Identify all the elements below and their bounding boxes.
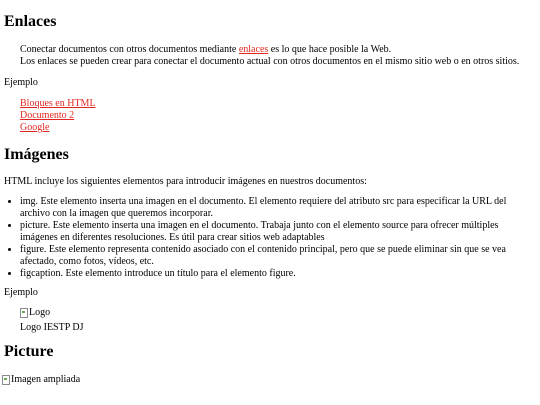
list-item-img: • img. Este elemento inserta una imagen en el documento. El elemento requiere del atributo src para especificar la URL del archivo con la imagen que queremos incorporar.: [20, 196, 540, 220]
enlaces-text-before-link: Conectar documentos con otros documentos mediante: [20, 44, 237, 55]
image-elements-list: [4, 196, 540, 280]
imagenes-intro: HTML incluye los siguientes elementos para introducir imágenes en nuestros documentos:: [4, 176, 367, 187]
logo-figcaption: Logo IESTP DJ: [20, 322, 84, 333]
enlaces-paragraph-line-2: Los enlaces se pueden crear para conectar el documento actual con otros documentos en el mismo sitio web o en otros sitios.: [20, 56, 520, 67]
enlaces-text-after-link: es lo que hace posible la Web.: [270, 44, 392, 55]
list-item-picture: • picture. Este elemento inserta una imagen en el documento. Trabaja junto con el elemento source para ofrecer múltiples imágenes en diferentes resoluciones. Es útil para crear sitios web adaptables: [20, 220, 540, 244]
enlaces-paragraph-line-1: [20, 44, 519, 56]
logo-figure: [20, 307, 84, 334]
logo-alt-text: Logo: [29, 307, 51, 318]
picture-image-placeholder: [2, 374, 80, 389]
link-google[interactable]: Google: [20, 122, 50, 133]
list-item-figcaption: • figcaption. Este elemento introduce un título para el elemento figure.: [20, 268, 540, 280]
imagenes-example-label: Ejemplo: [4, 287, 38, 298]
picture-alt-text: Imagen ampliada: [11, 374, 81, 385]
link-bloques-en-html[interactable]: Bloques en HTML: [20, 98, 96, 109]
enlaces-blockquote: [20, 44, 519, 68]
enlaces-example-label: Ejemplo: [4, 77, 38, 88]
broken-image-icon: [20, 308, 28, 318]
link-enlaces-inline[interactable]: enlaces: [238, 44, 269, 55]
example-links-list: [20, 98, 96, 134]
link-documento-2[interactable]: Documento 2: [20, 110, 75, 121]
heading-imagenes: Imágenes: [4, 146, 69, 163]
heading-enlaces: Enlaces: [4, 13, 57, 30]
logo-image-placeholder: [20, 307, 50, 319]
heading-picture: Picture: [4, 343, 54, 360]
broken-image-icon: [2, 375, 10, 385]
list-item-figure: • figure. Este elemento representa contenido asociado con el contenido principal, pero que se puede eliminar sin que se vea afectado, como fotos, vídeos, etc.: [20, 244, 540, 268]
